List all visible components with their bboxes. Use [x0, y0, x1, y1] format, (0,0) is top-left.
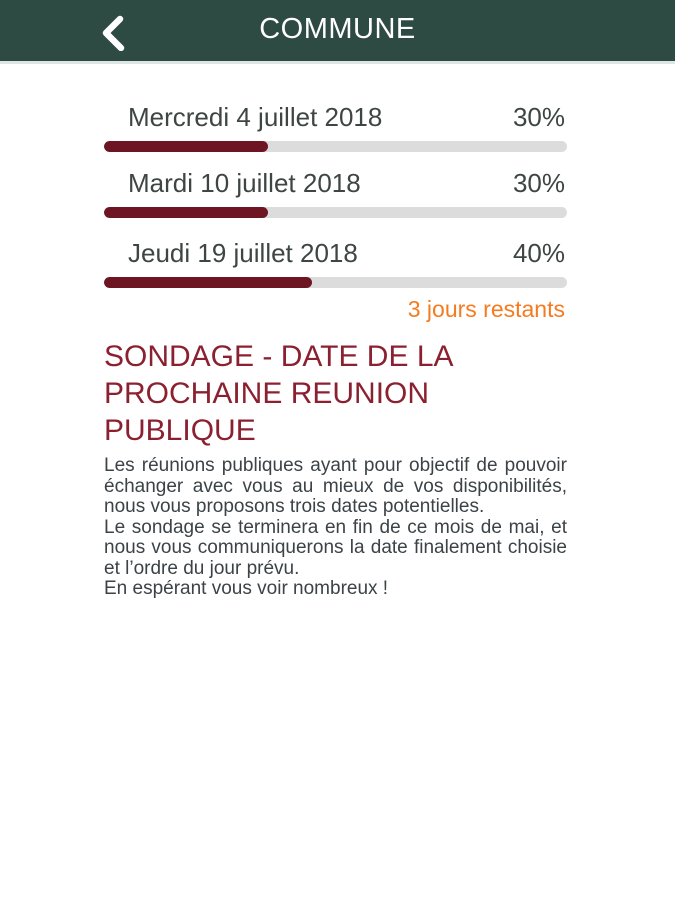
poll-option-label-row [104, 168, 567, 199]
poll-option-percent: 30% [512, 168, 565, 198]
back-button[interactable] [96, 12, 130, 54]
poll-option-date: Mercredi 4 juillet 2018 [128, 102, 383, 132]
poll-option-1[interactable] [104, 102, 567, 152]
article-body [104, 456, 567, 600]
poll-option-2[interactable] [104, 168, 567, 218]
poll-option-date: Mardi 10 juillet 2018 [128, 168, 361, 198]
poll-option-3[interactable] [104, 238, 567, 288]
poll-option-percent: 30% [512, 102, 565, 132]
page-title: COMMUNE [259, 12, 416, 45]
app-header [0, 0, 675, 64]
poll-option-date: Jeudi 19 juillet 2018 [128, 238, 358, 268]
poll-option-label-row [104, 238, 567, 269]
poll-progress-track [104, 141, 567, 152]
article-paragraph: Les réunions publiques ayant pour objectif de pouvoir échanger avec vous au mieux de vos disponibilités, nous vous proposons trois dates potentielles. [104, 455, 567, 517]
poll-progress-track [104, 207, 567, 218]
poll-option-percent: 40% [512, 238, 565, 268]
time-remaining-label: 3 jours restants [407, 296, 565, 322]
poll-progress-fill [104, 207, 268, 218]
poll-option-label-row [104, 102, 567, 133]
article-title: SONDAGE - DATE DE LA PROCHAINE REUNION PUBLIQUE [104, 340, 452, 447]
chevron-left-icon [100, 15, 126, 51]
article-paragraph: En espérant vous voir nombreux ! [104, 578, 389, 599]
poll-progress-fill [104, 277, 312, 288]
poll-screen [104, 102, 567, 600]
article-paragraph: Le sondage se terminera en fin de ce mois de mai, et nous vous communiquerons la date finalement choisie et l’ordre du jour prévu. [104, 516, 567, 579]
poll-progress-track [104, 277, 567, 288]
poll-progress-fill [104, 141, 268, 152]
